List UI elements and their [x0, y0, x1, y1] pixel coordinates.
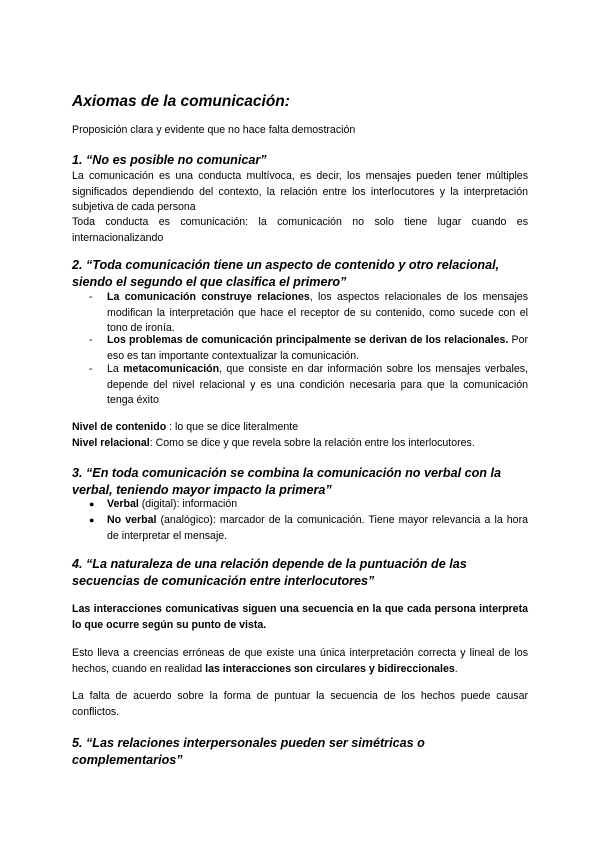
axiom-4-paragraph-bold: Las interacciones comunicativas siguen una secuencia en la que cada persona interpreta lo que ocurre según su punto de vista.: [72, 603, 528, 631]
axiom-3-item: ● Verbal (digital): información: [107, 497, 528, 513]
nivel-relacional-line: Nivel relacional: Como se dice y que revela sobre la relación entre los interlocutores.: [72, 437, 475, 449]
axiom-2-item: - Los problemas de comunicación principalmente se derivan de los relacionales. Por eso es tan importante contextualizar la comunicación.: [89, 334, 528, 362]
axiom-1-heading: 1. “No es posible no comunicar”: [72, 153, 267, 167]
axiom-4-paragraph-3: La falta de acuerdo sobre la forma de puntuar la secuencia de los hechos puede causar conflictos.: [72, 690, 528, 718]
axiom-5-heading: 5. “Las relaciones interpersonales pueden ser simétricas o complementarios”: [72, 736, 425, 767]
axiom-2-item: - La metacomunicación, que consiste en dar información sobre los mensajes verbales, depende del nivel relacional y es una condición necesaria para que la comunicación tenga éxito: [89, 363, 528, 407]
axiom-4-paragraph: Esto lleva a creencias erróneas de que existe una única interpretación correcta y lineal de los hechos, cuando en realidad las interacciones son circulares y bidireccionales.: [72, 647, 528, 675]
axiom-2-item: - La comunicación construye relaciones, los aspectos relacionales de los mensajes modifican la interpretación que hace el receptor de su contenido, como sucede con el tono de ironía.: [89, 291, 528, 335]
document-title: Axiomas de la comunicación:: [72, 93, 290, 110]
dash-marker: -: [89, 334, 93, 346]
nivel-contenido-line: Nivel de contenido : lo que se dice literalmente: [72, 421, 299, 433]
axiom-4-heading: 4. “La naturaleza de una relación depende de la puntuación de las secuencias de comunicación entre interlocutores”: [72, 557, 467, 588]
axiom-3-heading: 3. “En toda comunicación se combina la comunicación no verbal con la verbal, teniendo mayor impacto la primera”: [72, 466, 501, 497]
axiom-3-item: ● No verbal (analógico): marcador de la comunicación. Tiene mayor relevancia a la hora de interpretar el mensaje.: [89, 514, 528, 542]
axiom-2-heading: 2. “Toda comunicación tiene un aspecto de contenido y otro relacional, siendo el segundo el que clasifica el primero”: [72, 258, 500, 289]
dash-marker: -: [89, 363, 93, 375]
dash-marker: -: [89, 291, 93, 303]
bullet-marker: ●: [89, 515, 95, 525]
intro-text: Proposición clara y evidente que no hace falta demostración: [72, 124, 356, 136]
axiom-1-paragraph-2: Toda conducta es comunicación: la comunicación no solo tiene lugar cuando es internacionalizando: [72, 216, 528, 244]
bullet-marker: ●: [89, 499, 95, 509]
axiom-1-paragraph: La comunicación es una conducta multívoca, es decir, los mensajes pueden tener múltiples significados dependiendo del contexto, la relación entre los interlocutores y la interpretación subjetiva de cada persona: [72, 170, 528, 214]
